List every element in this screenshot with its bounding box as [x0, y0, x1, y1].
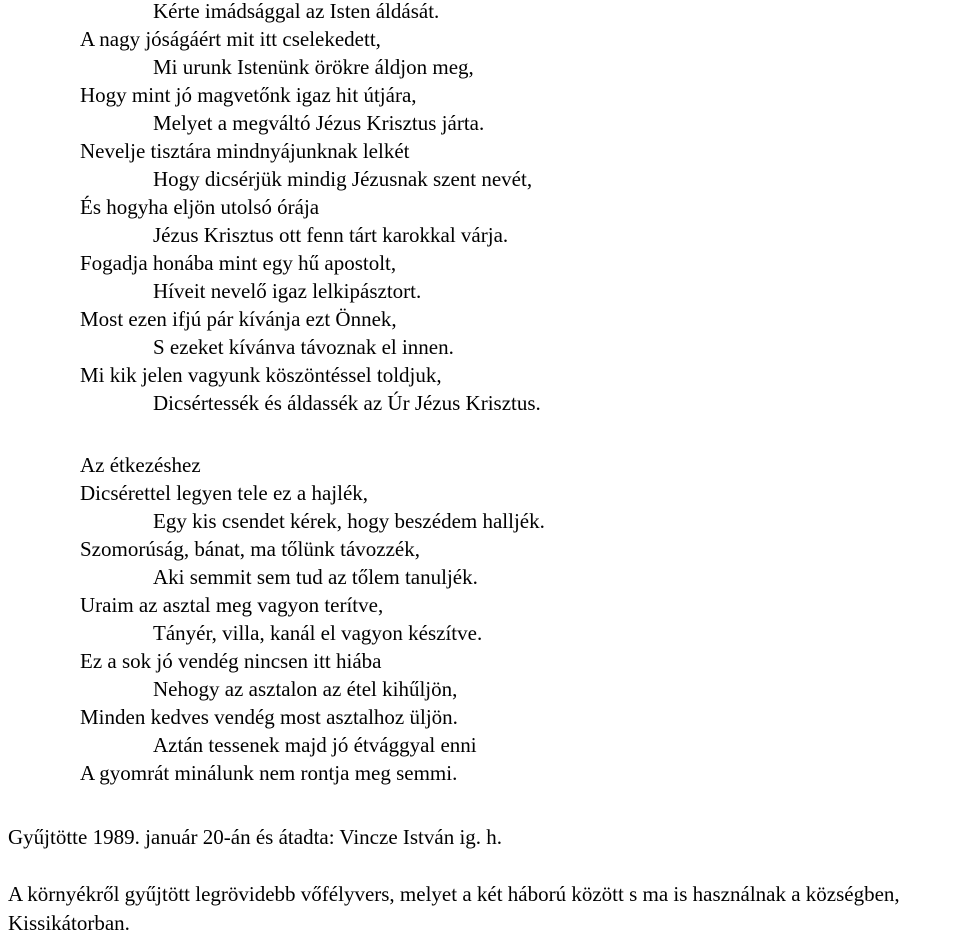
poem-line: Dicsérettel legyen tele ez a hajlék,: [80, 481, 369, 505]
poem-line: Mi urunk Istenünk örökre áldjon meg,: [153, 55, 474, 79]
poem-line: Egy kis csendet kérek, hogy beszédem halljék.: [153, 509, 545, 533]
source-note: A környékről gyűjtött legrövidebb vőfélyvers, melyet a két háború között s ma is használnak a községben, Kissikátorban.: [8, 882, 900, 935]
poem-line: Hogy dicsérjük mindig Jézusnak szent nevét,: [153, 167, 533, 191]
poem-line: Dicsértessék és áldassék az Úr Jézus Krisztus.: [153, 391, 541, 415]
poem-line: A gyomrát minálunk nem rontja meg semmi.: [80, 761, 458, 785]
poem-line: Jézus Krisztus ott fenn tárt karokkal várja.: [153, 223, 509, 247]
poem-line: Hogy mint jó magvetőnk igaz hit útjára,: [80, 83, 417, 107]
poem-line: Nehogy az asztalon az étel kihűljön,: [153, 677, 458, 701]
poem-line: Szomorúság, bánat, ma tőlünk távozzék,: [80, 537, 420, 561]
poem-line: Most ezen ifjú pár kívánja ezt Önnek,: [80, 307, 397, 331]
poem-line: Melyet a megváltó Jézus Krisztus járta.: [153, 111, 485, 135]
poem-line: Aki semmit sem tud az tőlem tanuljék.: [153, 565, 478, 589]
poem-line: Nevelje tisztára mindnyájunknak lelkét: [80, 139, 410, 163]
poem-line: Mi kik jelen vagyunk köszöntéssel toldjuk,: [80, 363, 442, 387]
section-title: Az étkezéshez: [80, 453, 201, 477]
poem-line: Híveit nevelő igaz lelkipásztort.: [153, 279, 422, 303]
poem-line: Aztán tessenek majd jó étvággyal enni: [153, 733, 477, 757]
poem-line: A nagy jóságáért mit itt cselekedett,: [80, 27, 381, 51]
poem-line: Fogadja honába mint egy hű apostolt,: [80, 251, 397, 275]
poem-line: S ezeket kívánva távoznak el innen.: [153, 335, 454, 359]
collector-note: Gyűjtötte 1989. január 20-án és átadta: Vincze István ig. h.: [8, 825, 503, 849]
poem-line: Tányér, villa, kanál el vagyon készítve.: [153, 621, 483, 645]
poem-line: És hogyha eljön utolsó órája: [80, 195, 320, 219]
poem-line: Ez a sok jó vendég nincsen itt hiába: [80, 649, 382, 673]
poem-line: Uraim az asztal meg vagyon terítve,: [80, 593, 384, 617]
poem-line: Kérte imádsággal az Isten áldását.: [153, 0, 440, 23]
poem-line: Minden kedves vendég most asztalhoz üljön.: [80, 705, 458, 729]
